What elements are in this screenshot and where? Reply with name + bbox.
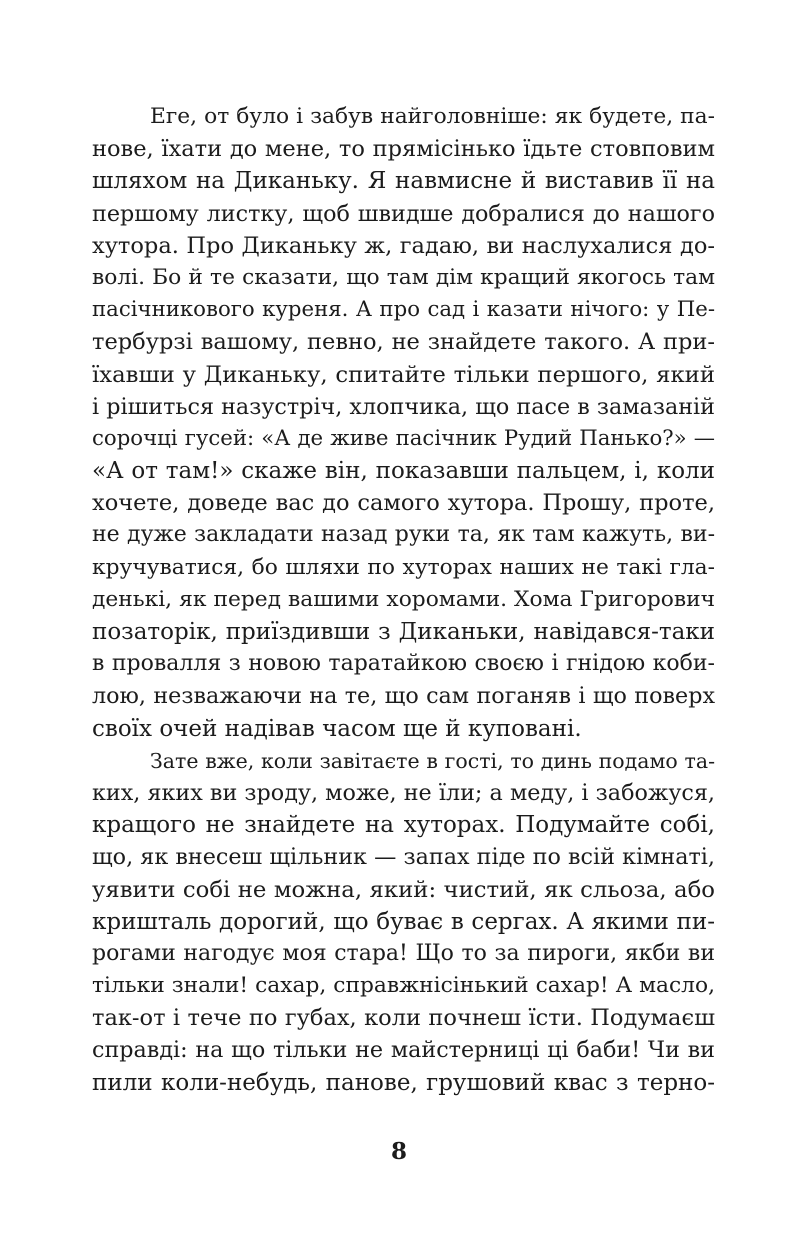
text-line: волі. Бо й те сказати, що там дім кращий якогось там (92, 264, 715, 290)
text-line: «А от там!» скаже він, показавши пальцем, і, коли (92, 458, 715, 485)
text-line: в провалля з новою таратайкою своєю і гнідою коби- (92, 651, 715, 677)
text-line: лою, незважаючи на те, що сам поганяв і що поверх (92, 683, 715, 710)
body-text (92, 101, 715, 1099)
text-line: кручуватися, бо шляхи по хуторах наших не такі гла- (92, 554, 715, 580)
paragraph-1 (92, 101, 715, 745)
text-line: справді: на що тільки не майстерниці ці баби! Чи ви (92, 1037, 715, 1064)
text-line: денькі, як перед вашими хоромами. Хома Григорович (92, 586, 715, 612)
text-line: нове, їхати до мене, то прямісінько їдьте стовповим (92, 136, 715, 163)
text-line: хочете, доведе вас до самого хутора. Прошу, проте, (92, 490, 715, 517)
text-line: своїх очей надівав часом ще й куповані. (92, 715, 582, 742)
text-line: пили коли-небудь, панове, грушовий квас з терно- (92, 1069, 715, 1096)
text-line: тербурзі вашому, певно, не знайдете такого. А при- (92, 329, 715, 356)
page-number: 8 (390, 1138, 407, 1165)
text-line: першому листку, щоб швидше добралися до нашого (92, 200, 715, 227)
text-line: кращого не знайдете на хуторах. Подумайте собі, (92, 812, 715, 839)
text-line: не дуже закладати назад руки та, як там кажуть, ви- (92, 522, 715, 548)
text-line: сорочці гусей: «А де живе пасічник Рудий Панько?» — (92, 425, 715, 451)
text-line: уявити собі не можна, який: чистий, як сльоза, або (92, 876, 715, 903)
text-line: пасічникового куреня. А про сад і казати нічого: у Пе- (92, 297, 715, 323)
text-line: тільки знали! сахар, справжнісінький сахар! А масло, (92, 973, 715, 999)
paragraph-2 (92, 745, 715, 1099)
text-line: позаторік, приїздивши з Диканьки, навідався-таки (92, 619, 715, 645)
text-line: рогами нагодує моя стара! Що то за пироги, якби ви (92, 940, 715, 966)
text-line: Еге, от було і забув найголовніше: як будете, па- (150, 104, 715, 129)
text-line: Зате вже, коли завітаєте в гості, то динь подамо та- (150, 748, 715, 773)
text-line: їхавши у Диканьку, спитайте тільки першого, який (92, 361, 715, 388)
text-line: і рішиться назустріч, хлопчика, що пасе в замазаній (92, 393, 715, 420)
text-line: що, як внесеш щільник — запах піде по всій кімнаті, (92, 844, 715, 871)
text-line: ких, яких ви зроду, може, не їли; а меду, і забожуся, (92, 779, 715, 806)
text-line: хутора. Про Диканьку ж, гадаю, ви наслухалися до- (92, 232, 715, 259)
text-line: кришталь дорогий, що буває в сергах. А якими пи- (92, 908, 715, 935)
text-line: так-от і тече по губах, коли почнеш їсти. Подумаєш (92, 1005, 715, 1032)
text-line: шляхом на Диканьку. Я навмисне й виставив її на (92, 168, 715, 195)
